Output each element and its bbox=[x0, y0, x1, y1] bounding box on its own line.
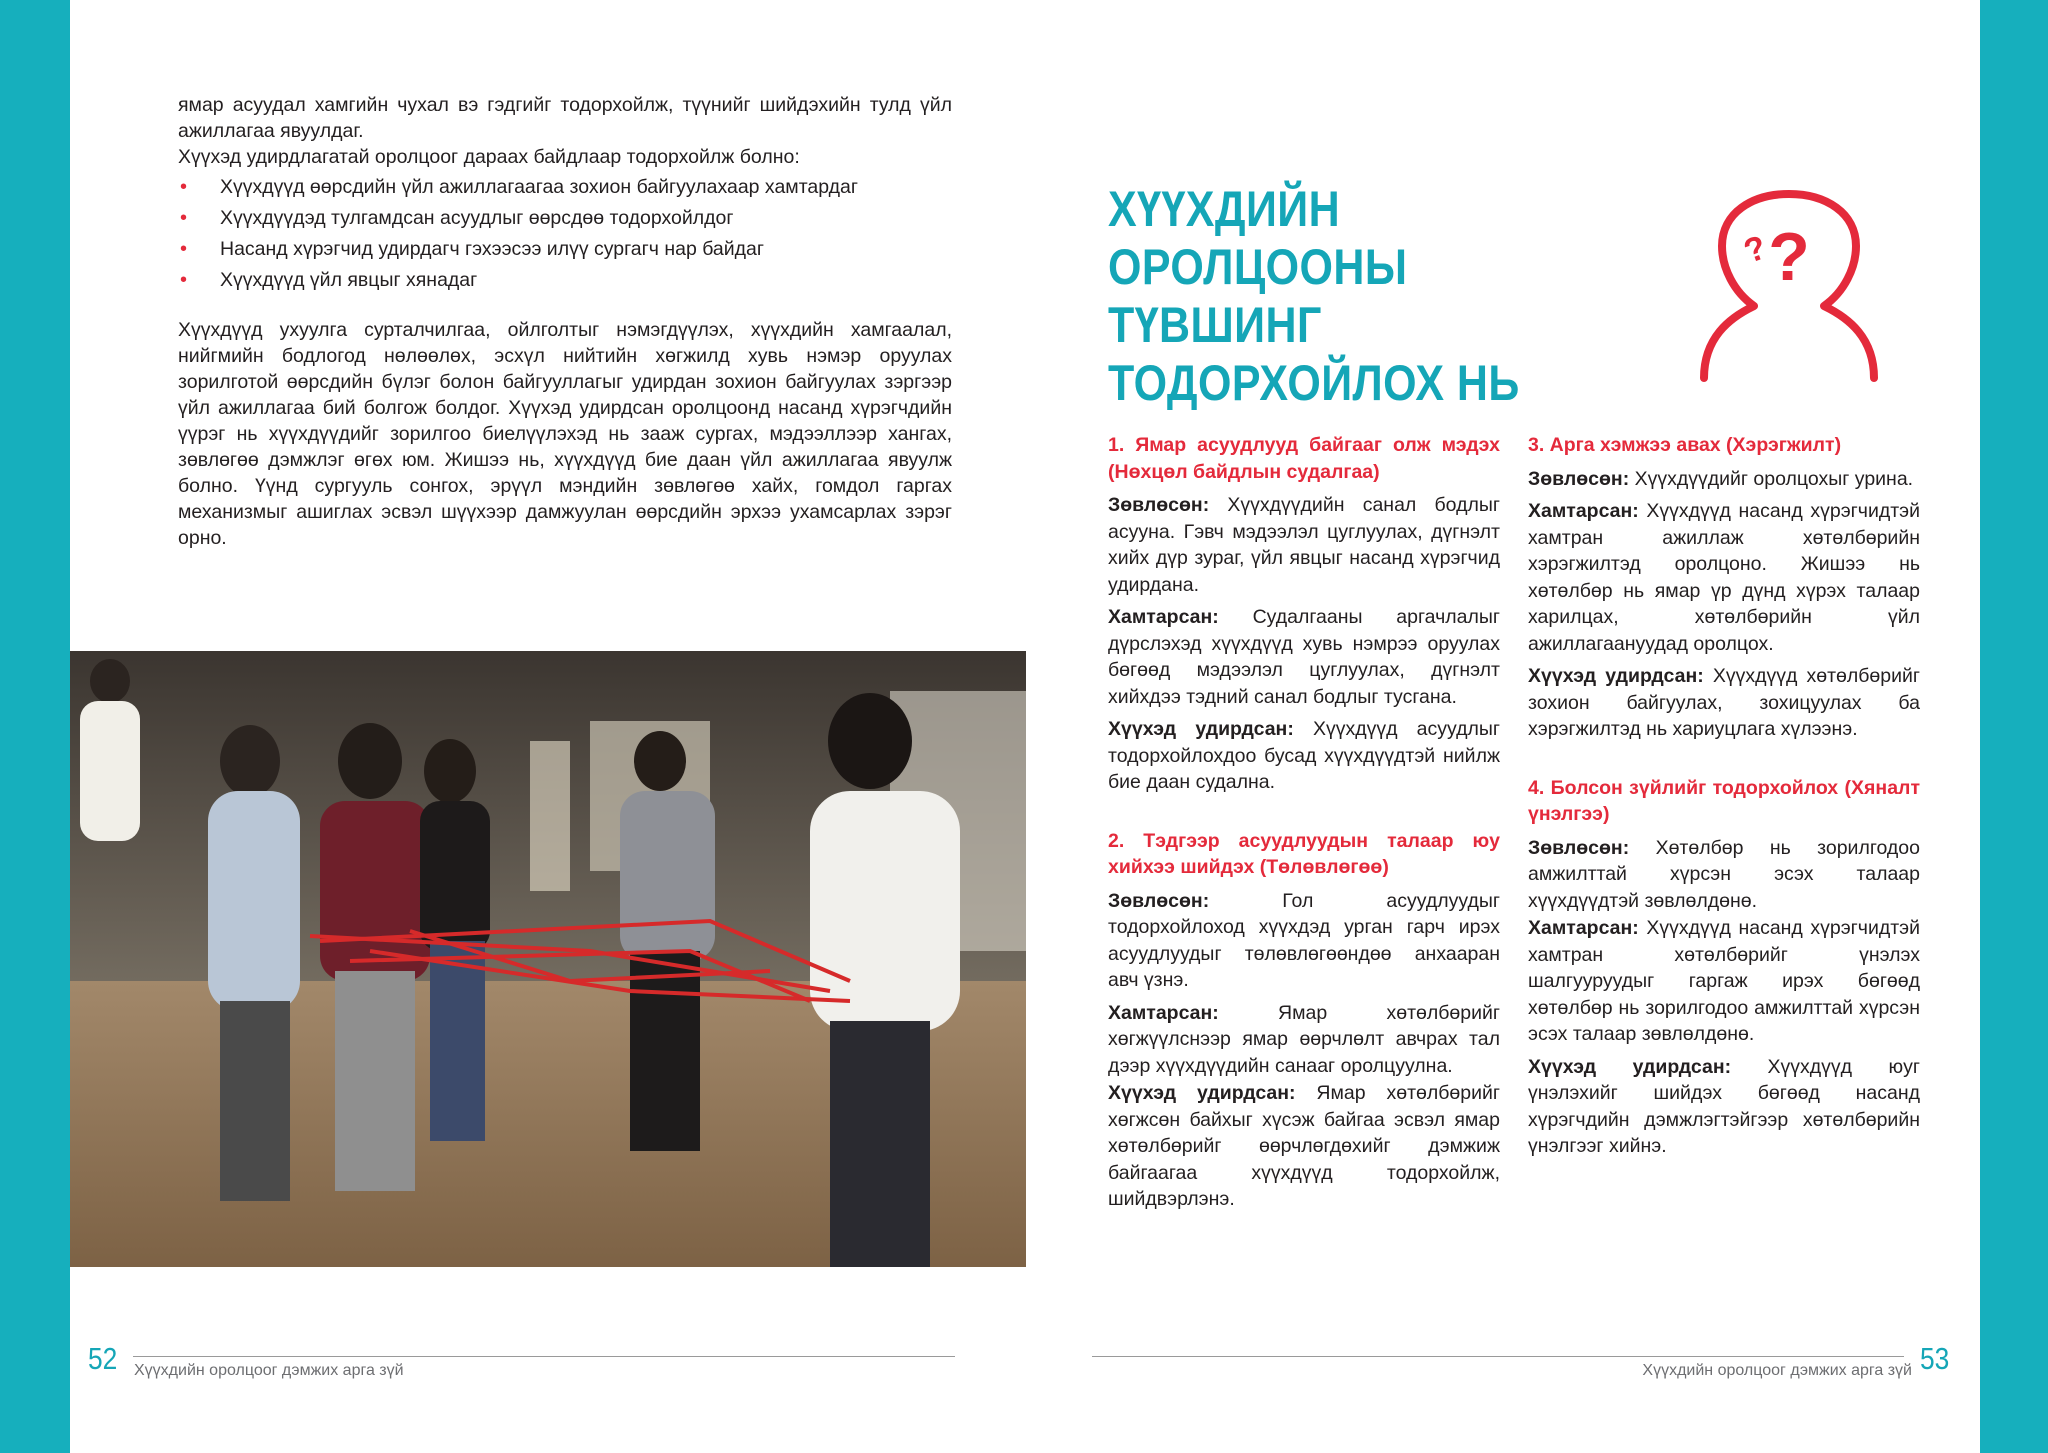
section-3-title: 3. Арга хэмжээ авах (Хэрэгжилт) bbox=[1528, 434, 1842, 456]
list-item: • Хүүхдүүдэд тулгамдсан асуудлыг өөрсдөө тодорхойлдог bbox=[178, 203, 952, 234]
label: Зөвлөсөн: bbox=[1528, 467, 1630, 490]
label: Хүүхэд удирдсан: bbox=[1528, 665, 1704, 687]
section-1-child-led bbox=[1108, 716, 1500, 796]
label: Хүүхэд удирдсан: bbox=[1528, 1055, 1732, 1078]
list-item: • Насанд хүрэгчид удирдагч гэхээсээ илүү сургагч нар байдаг bbox=[178, 234, 952, 265]
activity-photo bbox=[70, 651, 1026, 1267]
text: Хүүхдүүд хөтөлбөрийг зохион байгуулах, зохицуулах ба хэрэгжилтэд нь хариуцлага хүлээнэ. bbox=[1528, 665, 1920, 740]
section-2-collaborative bbox=[1108, 1000, 1500, 1080]
heading-line: ХҮҮХДИЙН bbox=[1108, 181, 1341, 237]
text: Гол асуудлуудыг тодорхойлоход хүүхдэд урган гарч ирэх асуудлуудыг төлөвлөгөөндөө анхааран авч үзнэ. bbox=[1108, 889, 1500, 991]
label: Хүүхэд удирдсан: bbox=[1108, 1082, 1296, 1104]
section-4-collaborative bbox=[1528, 915, 1920, 1048]
person-question-icon bbox=[1684, 188, 1894, 384]
section-4-consulted bbox=[1528, 835, 1920, 915]
section-1-collaborative bbox=[1108, 604, 1500, 710]
label: Зөвлөсөн: bbox=[1108, 889, 1210, 912]
bullet-list bbox=[178, 172, 952, 296]
label: Хамтарсан: bbox=[1108, 606, 1219, 628]
section-3-collaborative bbox=[1528, 498, 1920, 657]
photo-illustration bbox=[70, 651, 1026, 1267]
text: Хүүхдүүд насанд хүрэгчидтэй хамтран хөтөлбөрийг үнэлэх шалгууруудыг гаргаж ирэх бөгөөд хөтөлбөр нь зорилгодоо амжилттай хүрсэн эсэх талаар зөвлөлдөнө. bbox=[1528, 917, 1920, 1045]
footer-rule-right bbox=[1092, 1356, 1904, 1357]
section-3-child-led bbox=[1528, 663, 1920, 743]
paragraph-2: Хүүхдүүд ухуулга сурталчилгаа, ойлголтыг нэмэгдүүлэх, хүүхдийн хамгаалал, нийгмийн бодлогод нөлөөлөх, эсхүл нийтийн хөгжилд хувь нэмэр оруулах зорилготой өөрсдийн бүлэг болон байгууллагыг удирдан зохион байгуулах зэргээр үйл ажиллагаа бий болгож болдог. Хүүхэд удирдсан оролцоонд насанд хүрэгчдийн үүрэг нь хүүхдүүдийг зорилгоо биелүүлэхэд нь зааж сургах, мэдээллээр хангах, зөвлөгөө дэмжлэг өгөх юм. Жишээ нь, хүүхдүүд бие даан үйл ажиллагаа явуулж болно. Үүнд сургууль сонгох, эрүүл мэндийн зөвлөгөө хайх, гомдол гаргах механизмыг ашиглах эсвэл шүүхээр дамжуулан өөрсдийн эрхээ ухамсарлах зэрэг орно. bbox=[178, 319, 952, 549]
section-3-consulted bbox=[1528, 466, 1920, 493]
heading-line: ОРОЛЦООНЫ ТҮВШИНГ bbox=[1108, 239, 1408, 353]
text: Хүүхдүүд юуг үнэлэхийг шийдэх бөгөөд насанд хүрэгчдийн дэмжлэгтэйгээр хөтөлбөрийн үнэлгээг хийнэ. bbox=[1528, 1055, 1920, 1157]
section-2-child-led bbox=[1108, 1080, 1500, 1213]
left-page-text bbox=[178, 92, 952, 551]
text: Хүүхдүүд асуудлыг тодорхойлохдоо бусад хүүхдүүдтэй нийлж бие даан судална. bbox=[1108, 718, 1500, 793]
section-4-child-led bbox=[1528, 1054, 1920, 1160]
label: Хамтарсан: bbox=[1108, 1001, 1219, 1024]
text: Ямар хөтөлбөрийг хөгжүүлснээр ямар өөрчлөлт авчрах тал дээр хүүхдүүдийн санааг оролцуулна. bbox=[1108, 1001, 1500, 1077]
text: Хүүхдүүдийн санал бодлыг асууна. Гэвч мэдээлэл цуглуулах, дүгнэлт хийх дүр зураг, үйл явцыг насанд хүрэгчид удирдана. bbox=[1108, 494, 1500, 596]
footer-title-right: Хүүхдийн оролцоог дэмжих арга зүй bbox=[1642, 1362, 1912, 1379]
label: Зөвлөсөн: bbox=[1108, 494, 1210, 516]
svg-text:?: ? bbox=[1768, 219, 1810, 295]
column-1 bbox=[1108, 432, 1500, 1219]
page-number-right: 53 bbox=[1920, 1341, 1950, 1376]
footer-title-left: Хүүхдийн оролцоог дэмжих арга зүй bbox=[134, 1362, 404, 1379]
text: Хүүхдүүд насанд хүрэгчидтэй хамтран ажиллаж хөтөлбөрийн хэрэгжилтэд оролцоно. Жишээ нь хөтөлбөр нь ямар үр дүнд хүрэх талаар харилцах, хөтөлбөрийн үйл ажиллагаануудад оролцох. bbox=[1528, 500, 1920, 655]
label: Хүүхэд удирдсан: bbox=[1108, 718, 1294, 740]
section-heading bbox=[1108, 180, 1624, 412]
footer-rule-left bbox=[133, 1356, 955, 1357]
section-2-title: 2. Тэдгээр асуудлуудын талаар юу хийхээ шийдэх (Төлөвлөгөө) bbox=[1108, 829, 1500, 878]
column-2 bbox=[1528, 432, 1920, 1166]
left-edge-bar bbox=[0, 0, 70, 1453]
intro-line: Хүүхэд удирдлагатай оролцоог дараах байдлаар тодорхойлж болно: bbox=[178, 146, 800, 168]
label: Хамтарсан: bbox=[1528, 917, 1639, 939]
text: Судалгааны аргачлалыг дүрслэхэд хүүхдүүд хувь нэмрээ оруулах бөгөөд мэдээлэл цуглуулах, дүгнэлт хийхдээ тэдний санал бодлыг тусгана. bbox=[1108, 606, 1500, 708]
text: Хүүхдүүдийг оролцохыг урина. bbox=[1629, 467, 1914, 490]
page-number-left: 52 bbox=[88, 1341, 118, 1376]
text: Хөтөлбөр нь зорилгодоо амжилттай хүрсэн эсэх талаар хүүхдүүдтэй зөвлөлдөнө. bbox=[1528, 836, 1920, 912]
list-item: • Хүүхдүүд үйл явцыг хянадаг bbox=[178, 265, 952, 296]
text: Ямар хөтөлбөрийг хөгжсөн байхыг хүсэж байгаа эсвэл ямар хөтөлбөрийг өөрчлөгдөхийг дэмжиж байгаагаа хүүхдүүд тодорхойлж, шийдвэрлэнэ. bbox=[1108, 1082, 1500, 1210]
section-4-title: 4. Болсон зүйлийг тодорхойлох (Хяналт үнэлгээ) bbox=[1528, 776, 1920, 825]
list-item: • Хүүхдүүд өөрсдийн үйл ажиллагаагаа зохион байгуулахаар хамтардаг bbox=[178, 172, 952, 203]
paragraph-1: ямар асуудал хамгийн чухал вэ гэдгийг тодорхойлж, түүнийг шийдэхийн тулд үйл ажиллагаа явуулдаг. bbox=[178, 94, 952, 142]
label: Хамтарсан: bbox=[1528, 500, 1639, 522]
section-1-title: 1. Ямар асуудлууд байгааг олж мэдэх (Нөхцөл байдлын судалгаа) bbox=[1108, 434, 1500, 483]
svg-text:?: ? bbox=[1738, 228, 1772, 272]
section-1-consulted bbox=[1108, 492, 1500, 598]
section-2-consulted bbox=[1108, 888, 1500, 994]
heading-line: ТОДОРХОЙЛОХ НЬ bbox=[1108, 355, 1520, 411]
label: Зөвлөсөн: bbox=[1528, 836, 1630, 859]
right-edge-bar bbox=[1980, 0, 2048, 1453]
